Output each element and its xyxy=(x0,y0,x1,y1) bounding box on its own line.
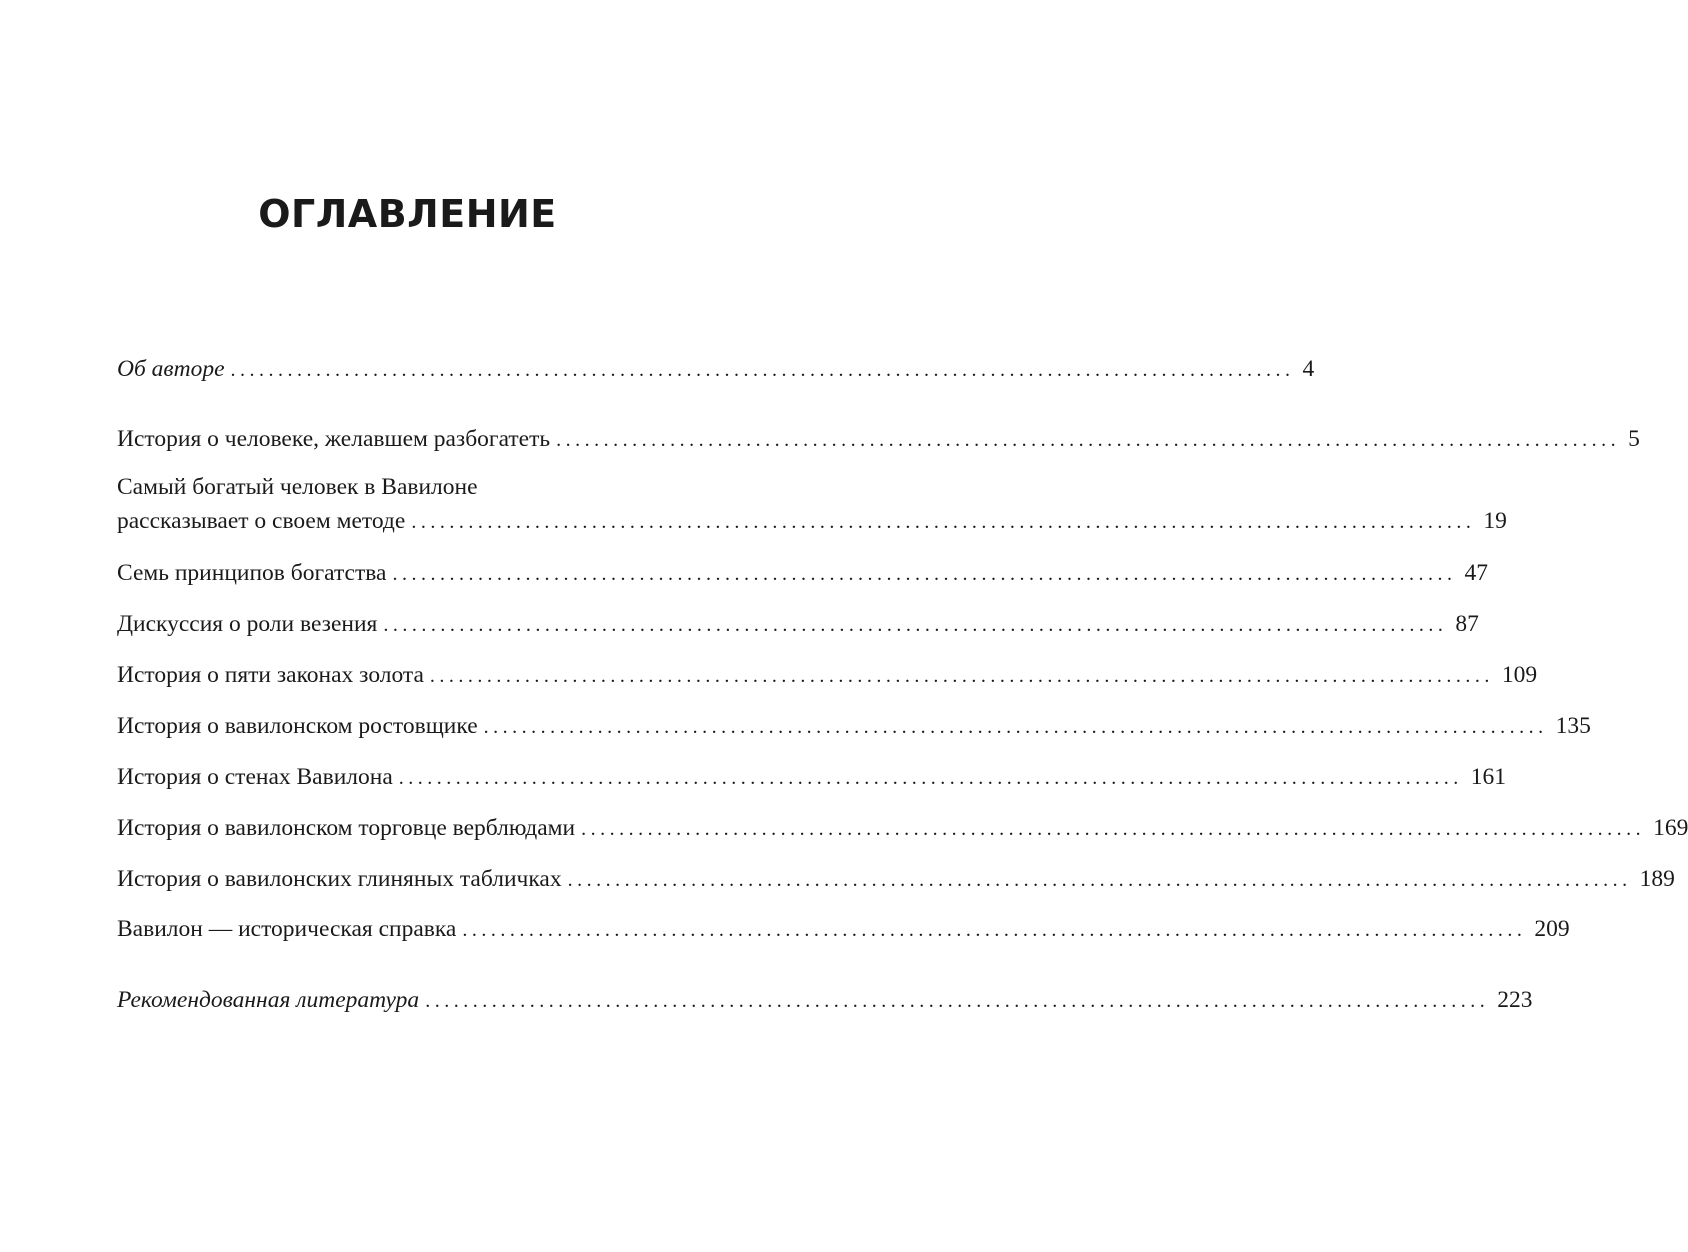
dot-leader: ................................................................................................................ xyxy=(581,818,1646,840)
toc-entry-title: История о вавилонском торговце верблюдами xyxy=(117,815,576,841)
toc-page-number: 5 xyxy=(1628,426,1640,452)
toc-page-number: 47 xyxy=(1464,560,1488,586)
dot-leader: ................................................................................................................ xyxy=(425,990,1490,1012)
toc-page-number: 109 xyxy=(1501,662,1538,688)
toc-entry-title: Вавилон — историческая справка xyxy=(117,916,457,942)
toc-entry[interactable] xyxy=(117,607,1479,641)
toc-page-number: 189 xyxy=(1639,866,1675,892)
page-title: ОГЛАВЛЕНИЕ xyxy=(258,192,557,236)
dot-leader: ................................................................................................................ xyxy=(230,359,1295,381)
toc-entry[interactable] xyxy=(117,422,1640,456)
toc-entry-title: История о вавилонском ростовщике xyxy=(117,713,478,739)
toc-entry[interactable] xyxy=(117,912,1570,946)
dot-leader: ................................................................................................................ xyxy=(398,767,1463,789)
toc-page-number: 4 xyxy=(1302,356,1315,382)
dot-leader: ................................................................................................................ xyxy=(556,429,1621,451)
toc-entry[interactable] xyxy=(117,658,1538,692)
dot-leader: ................................................................................................................ xyxy=(567,869,1632,891)
dot-leader: ................................................................................................................ xyxy=(411,511,1476,533)
dot-leader: ................................................................................................................ xyxy=(429,665,1494,687)
toc-entry[interactable] xyxy=(117,760,1507,794)
toc-entry-title-line1: Самый богатый человек в Вавилоне xyxy=(117,474,478,500)
toc-entry-title: рассказывает о своем методе xyxy=(117,508,406,534)
dot-leader: ................................................................................................................ xyxy=(462,919,1527,941)
toc-entry-title: Дискуссия о роли везения xyxy=(117,611,378,637)
toc-page-number: 223 xyxy=(1497,987,1533,1013)
toc-entry-title: Об авторе xyxy=(117,356,225,382)
toc-entry-title: История о стенах Вавилона xyxy=(117,764,393,790)
toc-entry-title: История о человеке, желавшем разбогатеть xyxy=(117,426,551,452)
toc-page-number: 135 xyxy=(1555,713,1591,739)
toc-entry[interactable] xyxy=(117,811,1688,845)
toc-page-number: 169 xyxy=(1653,815,1688,841)
table-of-contents xyxy=(117,0,1688,1252)
toc-page-number: 87 xyxy=(1455,611,1479,637)
toc-page-number: 209 xyxy=(1534,916,1570,942)
toc-entry[interactable] xyxy=(117,556,1488,590)
toc-entry[interactable] xyxy=(117,862,1675,896)
toc-entry-title: Рекомендованная литература xyxy=(117,987,420,1013)
toc-page-number: 161 xyxy=(1470,764,1507,790)
dot-leader: ................................................................................................................ xyxy=(383,614,1448,636)
toc-page-number: 19 xyxy=(1483,508,1507,534)
toc-entry[interactable] xyxy=(117,709,1591,743)
toc-entry[interactable] xyxy=(117,470,1507,538)
toc-entry-recommended-literature[interactable] xyxy=(117,983,1533,1017)
toc-entry-title: Семь принципов богатства xyxy=(117,560,387,586)
dot-leader: ................................................................................................................ xyxy=(483,716,1548,738)
dot-leader: ................................................................................................................ xyxy=(392,563,1457,585)
toc-entry-title: История о вавилонских глиняных табличках xyxy=(117,866,562,892)
toc-entry-title: История о пяти законах золота xyxy=(117,662,424,688)
toc-entry-about-author[interactable] xyxy=(117,352,1315,386)
